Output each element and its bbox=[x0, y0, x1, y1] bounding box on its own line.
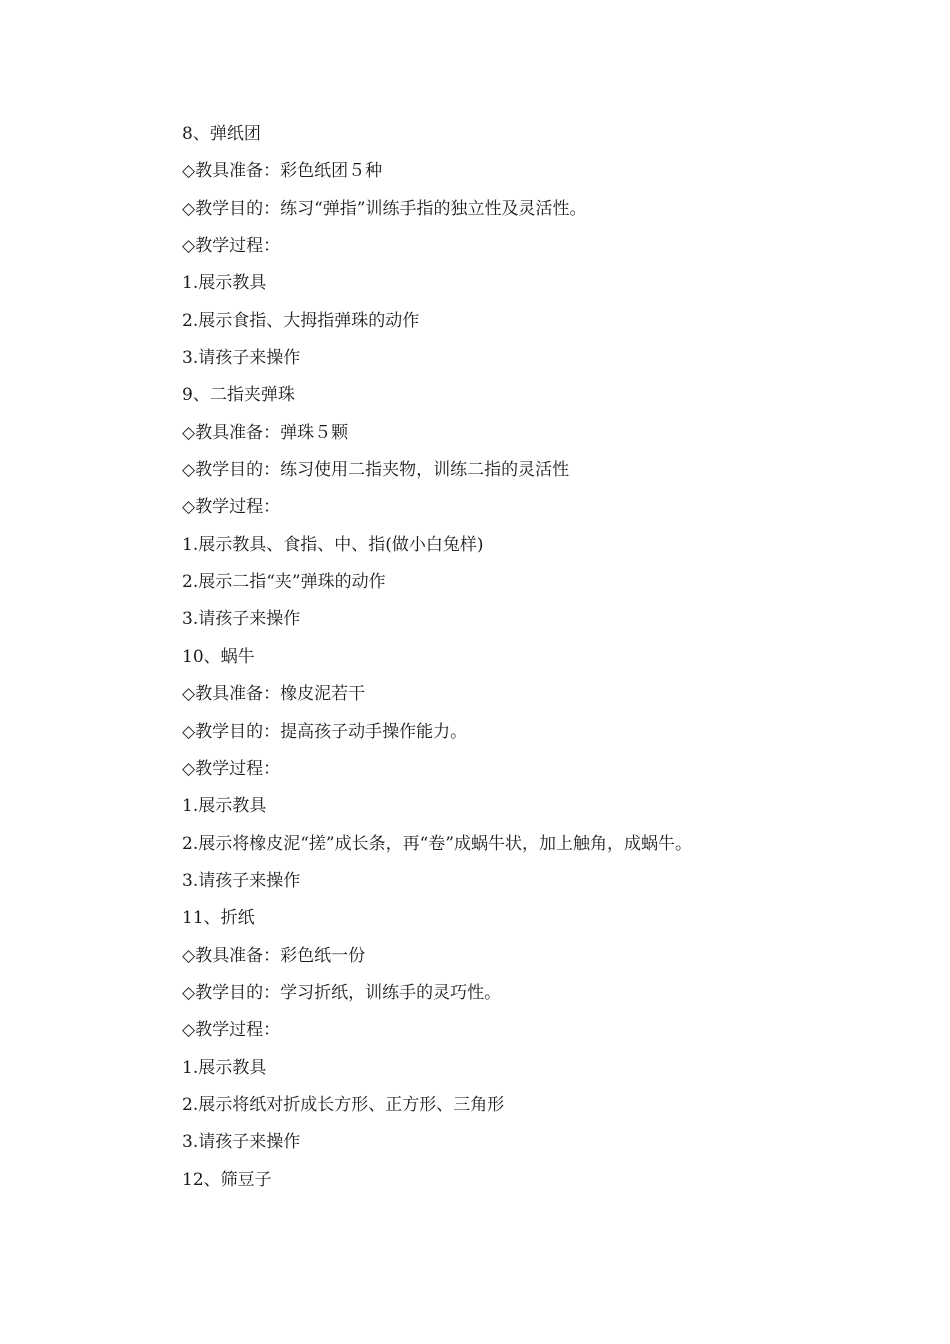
section-heading: 8、弹纸团 bbox=[182, 124, 261, 144]
step-line: 3.请孩子来操作 bbox=[182, 870, 301, 891]
step-line: 1.展示教具 bbox=[182, 273, 267, 294]
process-label: ◇教学过程： bbox=[182, 497, 281, 518]
section-heading: 11、折纸 bbox=[182, 908, 255, 929]
objective-line: ◇教学目的：学习折纸，训练手的灵巧性。 bbox=[182, 982, 502, 1003]
step-line: 2.展示食指、大拇指弹珠的动作 bbox=[182, 310, 420, 331]
process-label: ◇教学过程： bbox=[182, 758, 281, 779]
process-label: ◇教学过程： bbox=[182, 236, 281, 257]
materials-line: ◇教具准备：彩色纸团５种 bbox=[182, 161, 383, 182]
objective-line: ◇教学目的：练习使用二指夹物，训练二指的灵活性 bbox=[182, 460, 570, 481]
objective-line: ◇教学目的：练习“弹指”训练手指的独立性及灵活性。 bbox=[182, 198, 587, 219]
step-line: 2.展示将纸对折成长方形、正方形、三角形 bbox=[182, 1094, 505, 1115]
section-heading: 10、蜗牛 bbox=[182, 646, 255, 667]
process-label: ◇教学过程： bbox=[182, 1020, 281, 1041]
document-body bbox=[182, 116, 922, 1199]
objective-line: ◇教学目的：提高孩子动手操作能力。 bbox=[182, 721, 468, 742]
step-line: 1.展示教具 bbox=[182, 796, 267, 817]
step-line: 2.展示二指“夹”弹珠的动作 bbox=[182, 572, 386, 593]
materials-line: ◇教具准备：彩色纸一份 bbox=[182, 945, 366, 966]
step-line: 3.请孩子来操作 bbox=[182, 609, 301, 630]
step-line: 2.展示将橡皮泥“搓”成长条，再“卷”成蜗牛状，加上触角，成蜗牛。 bbox=[182, 833, 692, 854]
step-line: 3.请孩子来操作 bbox=[182, 348, 301, 369]
step-line: 3.请孩子来操作 bbox=[182, 1132, 301, 1153]
section-heading: 9、二指夹弹珠 bbox=[182, 385, 295, 406]
section-heading: 12、筛豆子 bbox=[182, 1169, 272, 1190]
step-line: 1.展示教具、食指、中、指(做小白兔样) bbox=[182, 534, 484, 555]
materials-line: ◇教具准备：弹珠５颗 bbox=[182, 422, 349, 443]
materials-line: ◇教具准备：橡皮泥若干 bbox=[182, 684, 366, 705]
step-line: 1.展示教具 bbox=[182, 1057, 267, 1078]
